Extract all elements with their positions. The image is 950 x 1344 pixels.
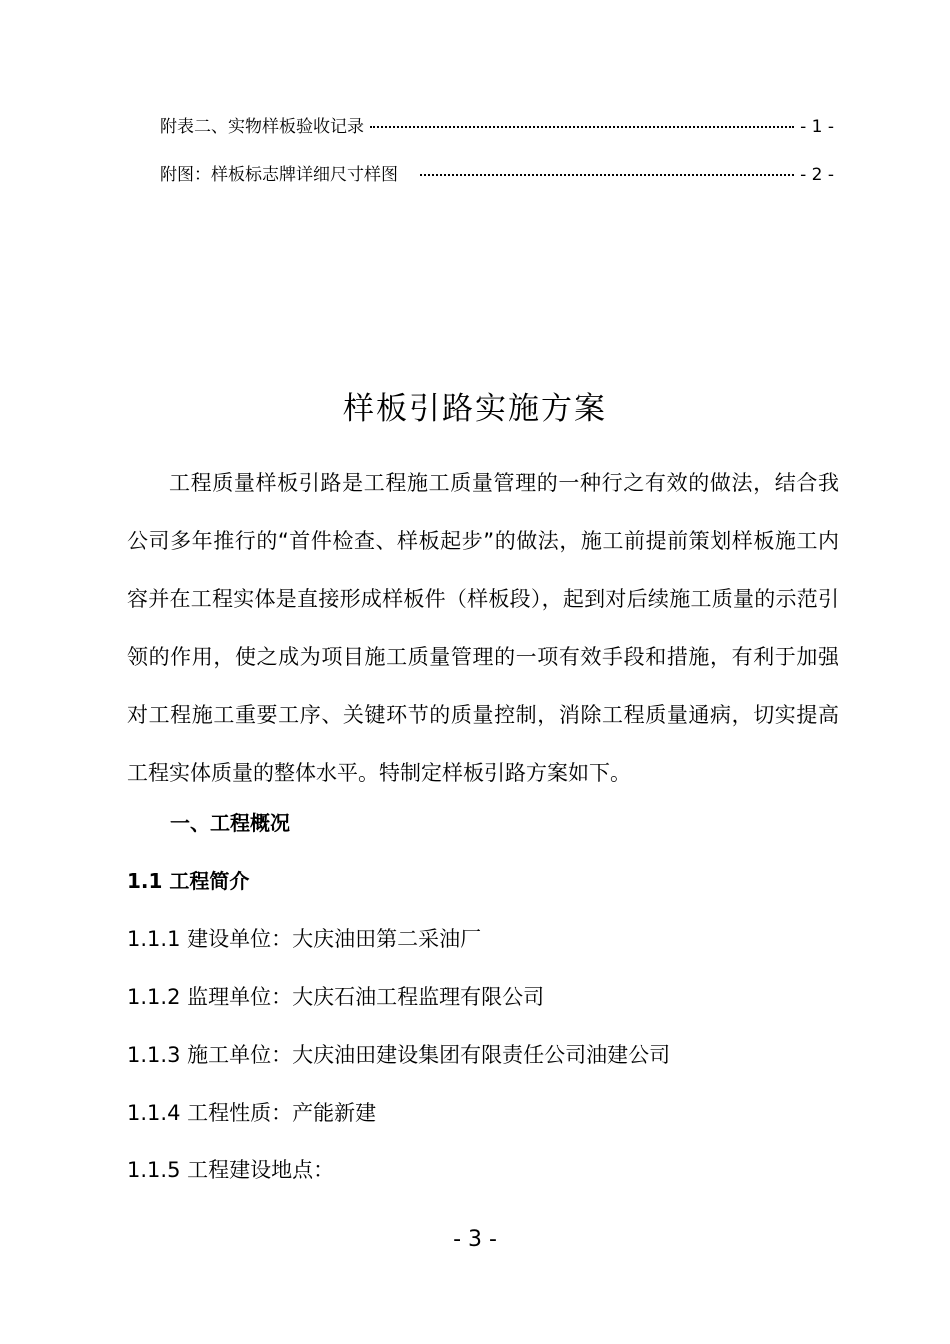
intro-paragraph: 工程质量样板引路是工程施工质量管理的一种行之有效的做法，结合我公司多年推行的“首件检查、样板起步”的做法，施工前提前策划样板施工内容并在工程实体是直接形成样板件（样板段），起到对后续施工质量的示范引领的作用，使之成为项目施工质量管理的一项有效手段和措施，有利于加强对工程施工重要工序、关键环节的质量控制，消除工程质量通病，切实提高工程实体质量的整体水平。特制定样板引路方案如下。 bbox=[127, 471, 839, 785]
field-project-location: 1.1.5 工程建设地点： bbox=[127, 1158, 335, 1182]
field-contractor-unit: 1.1.3 施工单位：大庆油田建设集团有限责任公司油建公司 bbox=[127, 1043, 671, 1067]
table-of-contents bbox=[160, 112, 834, 208]
subsection-heading: 1.1 工程简介 bbox=[127, 869, 250, 893]
section-heading: 一、工程概况 bbox=[170, 811, 290, 835]
toc-entry[interactable] bbox=[160, 160, 834, 208]
toc-entry[interactable] bbox=[160, 112, 834, 160]
field-construction-unit: 1.1.1 建设单位：大庆油田第二采油厂 bbox=[127, 927, 482, 951]
toc-dot-leader bbox=[420, 174, 794, 176]
toc-entry-page: - 2 - bbox=[800, 165, 834, 185]
field-project-nature: 1.1.4 工程性质：产能新建 bbox=[127, 1101, 377, 1125]
toc-entry-title: 附表二、实物样板验收记录 bbox=[160, 117, 364, 137]
toc-entry-title: 附图：样板标志牌详细尺寸样图 bbox=[160, 165, 398, 185]
field-supervision-unit: 1.1.2 监理单位：大庆石油工程监理有限公司 bbox=[127, 985, 545, 1009]
document-title: 样板引路实施方案 bbox=[343, 391, 607, 427]
toc-entry-page: - 1 - bbox=[800, 117, 834, 137]
toc-dot-leader bbox=[370, 126, 794, 128]
page-number: - 3 - bbox=[453, 1227, 497, 1252]
